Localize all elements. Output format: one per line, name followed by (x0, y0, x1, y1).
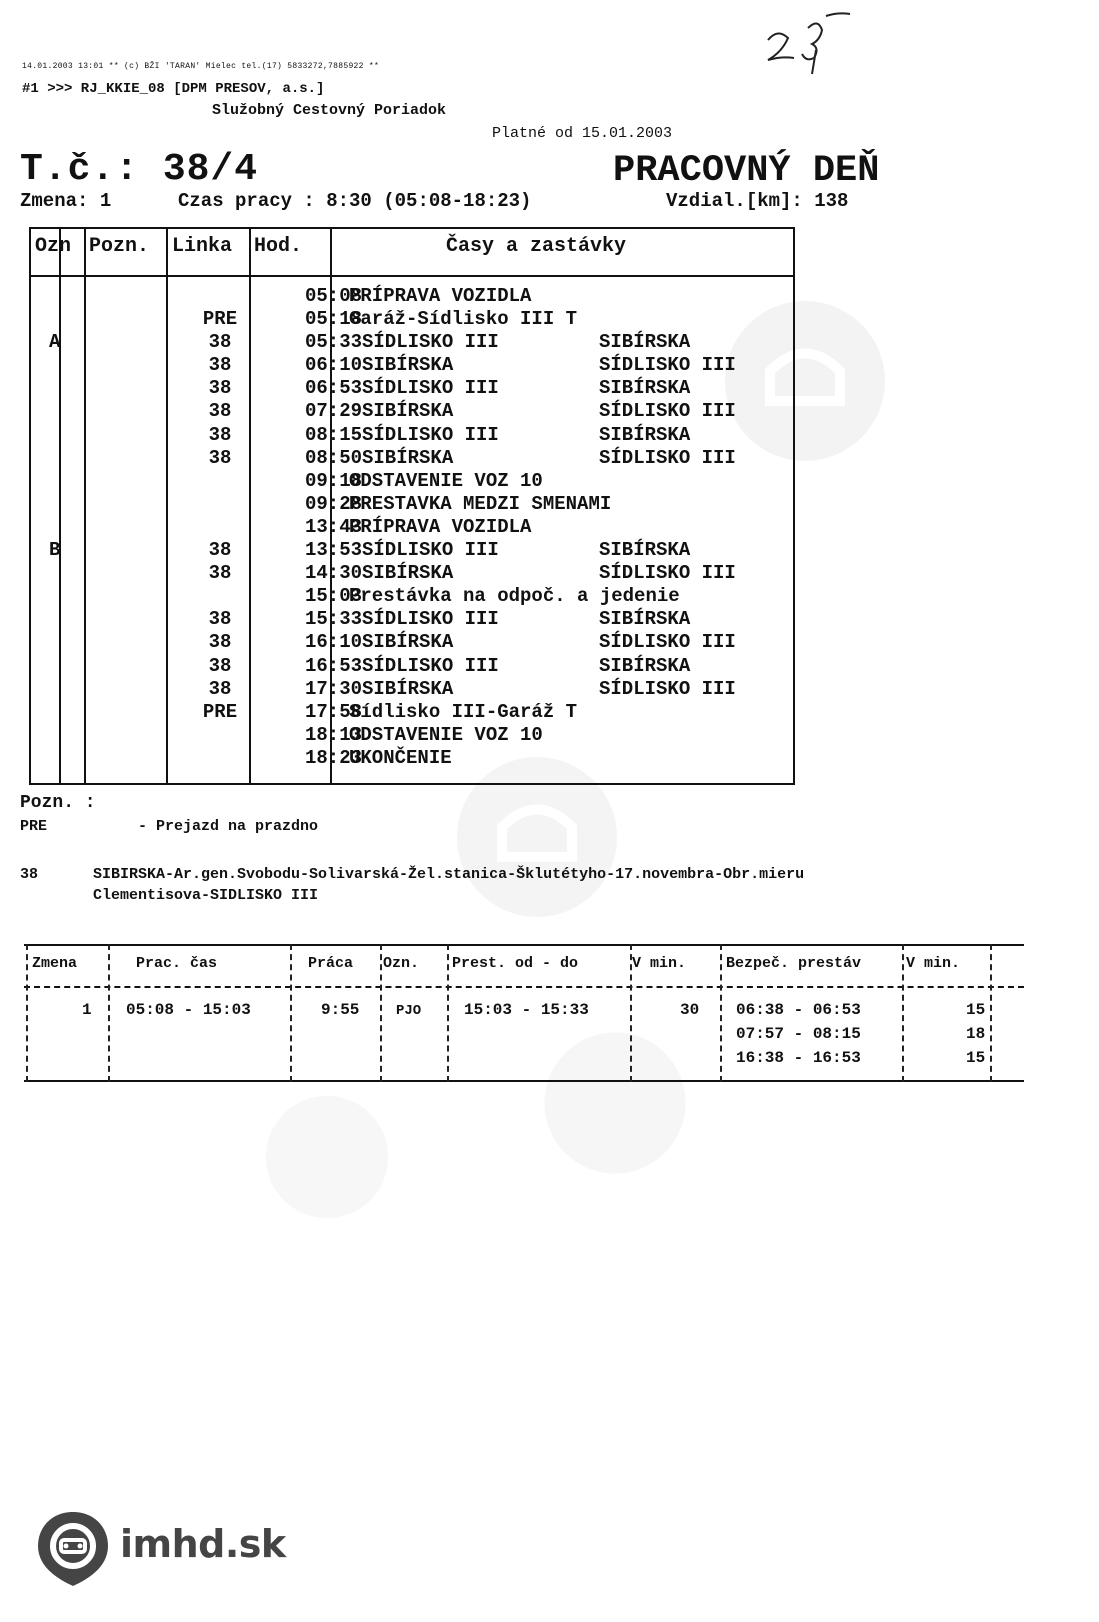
row-from-stop: SIBÍRSKA (362, 446, 454, 469)
summary-header-praca: Práca (308, 955, 354, 972)
row-to-stop: SIBÍRSKA (599, 423, 691, 446)
schedule-row (31, 747, 793, 770)
row-time: 08:50 (304, 446, 362, 469)
row-time: 17:30 (304, 677, 362, 700)
summary-header-vmin: V min. (632, 955, 687, 972)
row-linka: 38 (208, 377, 232, 400)
schedule-row (31, 400, 793, 423)
valid-from: Platné od 15.01.2003 (492, 125, 673, 142)
row-from-stop: SÍDLISKO III (362, 377, 499, 400)
notes-title: Pozn. : (20, 793, 96, 813)
row-linka: 38 (208, 400, 232, 423)
row-ozn: B (49, 539, 61, 562)
row-description: UKONČENIE (349, 746, 452, 769)
row-linka: 38 (208, 562, 232, 585)
row-description: PRÍPRAVA VOZIDLA (349, 515, 532, 538)
summary-ozn: PJO (396, 1003, 422, 1019)
schedule-rows (31, 285, 793, 770)
col-header-stops: Časy a zastávky (446, 235, 627, 258)
day-type: PRACOVNÝ DEŇ (613, 150, 880, 192)
col-header-ozn: Ozn (35, 235, 72, 258)
row-to-stop: SIBÍRSKA (599, 654, 691, 677)
safety-break-range: 16:38 - 16:53 (736, 1049, 861, 1067)
row-to-stop: SIBÍRSKA (599, 608, 691, 631)
summary-header-ozn: Ozn. (383, 955, 420, 972)
schedule-row (31, 493, 793, 516)
schedule-row (31, 701, 793, 724)
schedule-row (31, 678, 793, 701)
row-time: 17:58 (304, 700, 362, 723)
work-time: Czas pracy : 8:30 (05:08-18:23) (178, 190, 532, 212)
row-time: 15:03 (304, 585, 362, 608)
watermark-icon (262, 1092, 392, 1222)
row-time: 14:30 (304, 562, 362, 585)
row-from-stop: SÍDLISKO III (362, 423, 499, 446)
notes-route-text: SIBIRSKA-Ar.gen.Svobodu-Solivarská-Žel.stanica-Šklutétyho-17.novembra-Obr.mieru (93, 866, 805, 883)
row-from-stop: SIBÍRSKA (362, 677, 454, 700)
distance: Vzdial.[km]: 138 (666, 190, 849, 212)
schedule-row (31, 608, 793, 631)
schedule-row (31, 285, 793, 308)
row-description: Garáž-Sídlisko III T (349, 308, 578, 331)
row-linka: 38 (208, 677, 232, 700)
row-from-stop: SÍDLISKO III (362, 654, 499, 677)
row-to-stop: SÍDLISKO III (599, 562, 736, 585)
schedule-row (31, 424, 793, 447)
row-from-stop: SIBÍRSKA (362, 562, 454, 585)
row-description: Prestávka na odpoč. a jedenie (349, 585, 680, 608)
row-time: 05:08 (304, 285, 362, 307)
row-time: 06:53 (304, 377, 362, 400)
row-time: 07:29 (304, 400, 362, 423)
row-linka: PRE (202, 700, 238, 723)
row-to-stop: SÍDLISKO III (599, 446, 736, 469)
schedule-row (31, 377, 793, 400)
summary-prac-cas: 05:08 - 15:03 (126, 1001, 251, 1019)
row-from-stop: SIBÍRSKA (362, 631, 454, 654)
summary-zmena: 1 (82, 1001, 92, 1019)
notes-line-number: 38 (20, 866, 39, 883)
schedule-row (31, 470, 793, 493)
summary-header-zmena: Zmena (32, 955, 78, 972)
schedule-row (31, 447, 793, 470)
row-ozn: A (49, 331, 61, 354)
row-from-stop: SIBÍRSKA (362, 354, 454, 377)
row-linka: 38 (208, 608, 232, 631)
col-header-hod: Hod. (254, 235, 303, 258)
row-time: 05:18 (304, 308, 362, 331)
row-from-stop: SIBÍRSKA (362, 400, 454, 423)
row-time: 05:33 (304, 331, 362, 354)
row-to-stop: SIBÍRSKA (599, 539, 691, 562)
row-time: 16:10 (304, 631, 362, 654)
schedule-row (31, 562, 793, 585)
notes-abbr: PRE (20, 818, 48, 835)
row-description: ODSTAVENIE VOZ 10 (349, 723, 543, 746)
row-from-stop: SÍDLISKO III (362, 539, 499, 562)
row-to-stop: SÍDLISKO III (599, 677, 736, 700)
row-to-stop: SÍDLISKO III (599, 354, 736, 377)
schedule-table (29, 227, 795, 785)
row-description: ODSTAVENIE VOZ 10 (349, 469, 543, 492)
summary-prest: 15:03 - 15:33 (464, 1001, 589, 1019)
notes-route-text: Clementisova-SIDLISKO III (93, 887, 319, 904)
row-from-stop: SÍDLISKO III (362, 331, 499, 354)
print-meta-line: 14.01.2003 13:01 ** (c) BŽI 'TARAN' Mielec tel.(17) 5833272,7885922 ** (22, 62, 380, 71)
row-to-stop: SIBÍRSKA (599, 331, 691, 354)
summary-prest-min: 30 (680, 1001, 700, 1019)
summary-header-prest: Prest. od - do (452, 955, 579, 972)
shift-number: Zmena: 1 (20, 190, 112, 212)
row-time: 18:13 (304, 723, 362, 746)
row-time: 09:28 (304, 492, 362, 515)
document-title: Služobný Cestovný Poriadok (212, 102, 447, 119)
row-time: 13:53 (304, 539, 362, 562)
row-time: 18:23 (304, 746, 362, 769)
safety-break-min: 15 (966, 1001, 986, 1019)
row-description: PRESTAVKA MEDZI SMENAMI (349, 492, 612, 515)
schedule-row (31, 631, 793, 654)
summary-header-safety: Bezpeč. prestáv (726, 955, 862, 972)
row-time: 08:15 (304, 423, 362, 446)
schedule-row (31, 724, 793, 747)
row-time: 15:33 (304, 608, 362, 631)
row-linka: 38 (208, 539, 232, 562)
row-linka: 38 (208, 654, 232, 677)
col-header-pozn: Pozn. (89, 235, 150, 258)
notes-abbr-text: - Prejazd na prazdno (138, 818, 319, 835)
row-time: 13:43 (304, 515, 362, 538)
schedule-row (31, 516, 793, 539)
row-linka: 38 (208, 631, 232, 654)
summary-header-vmin2: V min. (906, 955, 961, 972)
imhd-bus-pin-icon (34, 1508, 112, 1588)
row-time: 06:10 (304, 354, 362, 377)
brand-name: imhd.sk (120, 1522, 286, 1566)
safety-break-min: 18 (966, 1025, 986, 1043)
row-time: 16:53 (304, 654, 362, 677)
handwritten-mark (756, 10, 856, 80)
summary-praca: 9:55 (321, 1001, 360, 1019)
row-linka: PRE (202, 308, 238, 331)
row-description: PRÍPRAVA VOZIDLA (349, 285, 532, 307)
row-description: Sídlisko III-Garáž T (349, 700, 578, 723)
schedule-row (31, 354, 793, 377)
schedule-row (31, 539, 793, 562)
col-header-linka: Linka (172, 235, 233, 258)
row-to-stop: SÍDLISKO III (599, 631, 736, 654)
summary-header-prac-cas: Prac. čas (136, 955, 218, 972)
route-identifier: #1 >>> RJ_KKIE_08 [DPM PRESOV, a.s.] (22, 81, 325, 97)
row-to-stop: SIBÍRSKA (599, 377, 691, 400)
safety-break-range: 06:38 - 06:53 (736, 1001, 861, 1019)
schedule-row (31, 331, 793, 354)
row-linka: 38 (208, 354, 232, 377)
schedule-row (31, 308, 793, 331)
row-linka: 38 (208, 331, 232, 354)
safety-break-min: 15 (966, 1049, 986, 1067)
row-from-stop: SÍDLISKO III (362, 608, 499, 631)
row-linka: 38 (208, 446, 232, 469)
schedule-row (31, 655, 793, 678)
row-to-stop: SÍDLISKO III (599, 400, 736, 423)
row-time: 09:18 (304, 469, 362, 492)
schedule-row (31, 585, 793, 608)
turnus-number: T.č.: 38/4 (20, 148, 259, 191)
brand-logo (34, 1508, 314, 1588)
safety-break-range: 07:57 - 08:15 (736, 1025, 861, 1043)
row-linka: 38 (208, 423, 232, 446)
summary-table (24, 944, 1024, 1082)
